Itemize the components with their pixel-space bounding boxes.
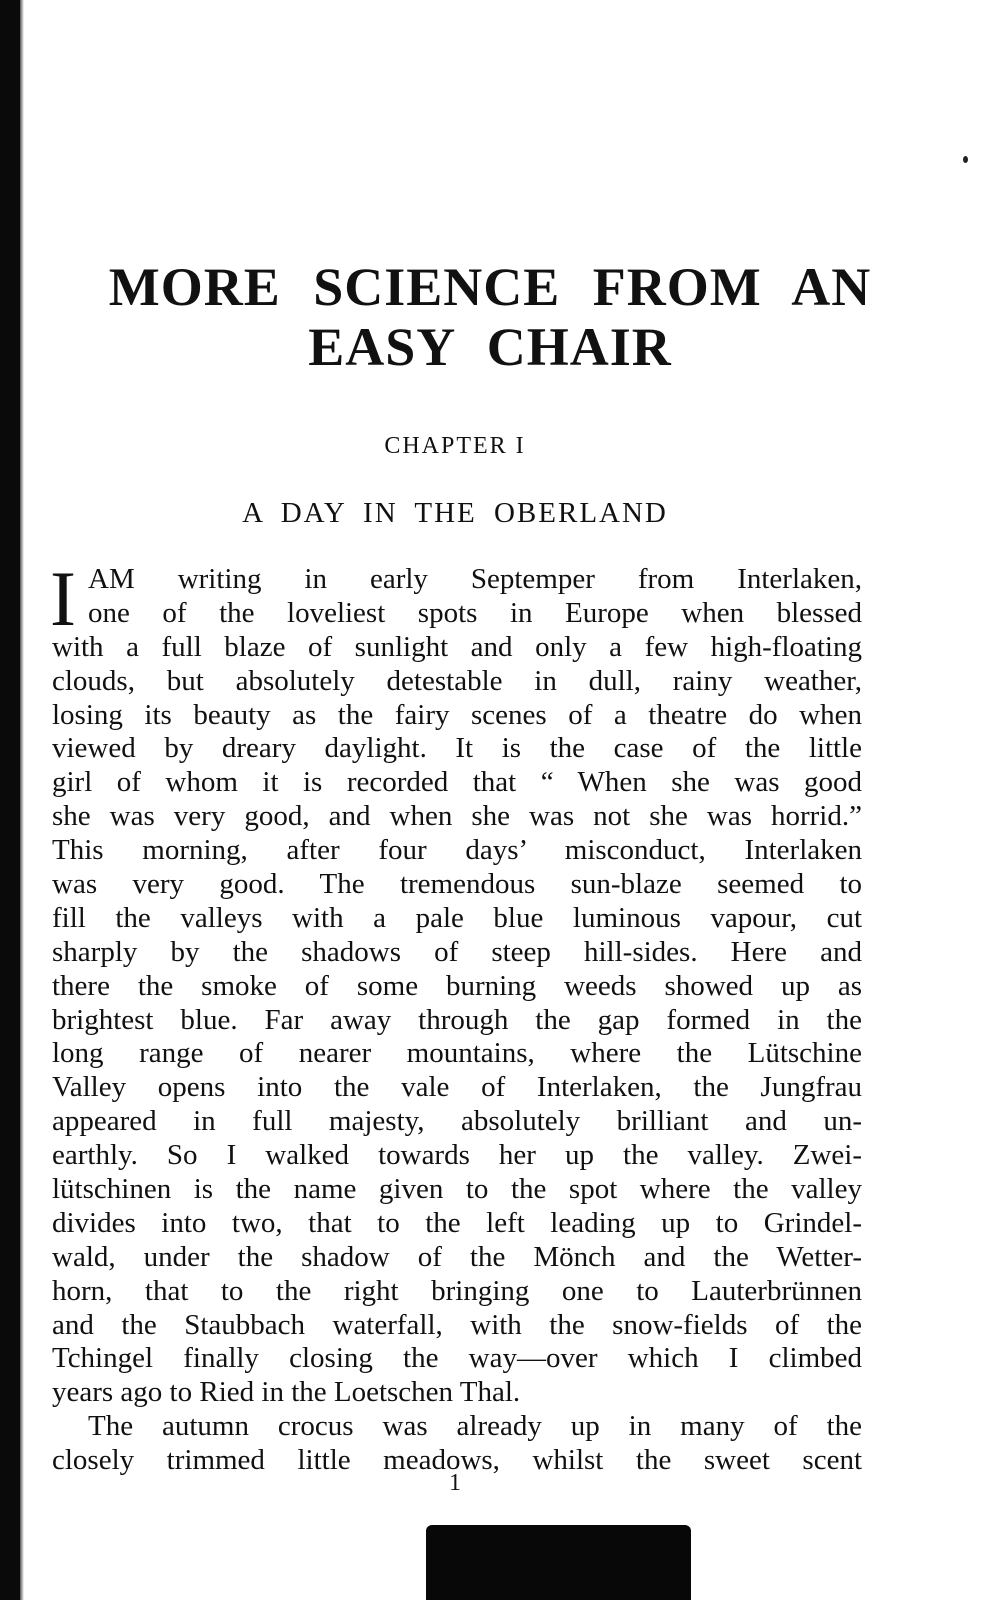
body-text [50,555,862,1478]
text-line: there the smoke of some burning weeds showed up as [52,969,862,1002]
text-line: losing its beauty as the fairy scenes of a theatre do when [52,698,862,731]
scan-binding-shadow [20,0,24,1600]
book-title-line-2: EASY CHAIR [308,317,672,377]
text-line: with a full blaze of sunlight and only a few high-floating [52,630,862,663]
text-line: one of the loveliest spots in Europe when blessed [88,596,862,629]
text-line: The autumn crocus was already up in many of the [88,1410,862,1443]
text-line: This morning, after four days’ misconduct, Interlaken [52,834,862,867]
text-line: viewed by dreary daylight. It is the case of the little [52,732,862,765]
text-line: clouds, but absolutely detestable in dull, rainy weather, [52,664,862,697]
drop-cap: I [50,555,76,642]
text-line: lütschinen is the name given to the spot where the valley [52,1173,862,1206]
chapter-number: CHAPTER I [384,433,526,459]
text-line: brightest blue. Far away through the gap formed in the [52,1003,862,1036]
text-line: years ago to Ried in the Loetschen Thal. [52,1376,521,1409]
scan-speck [963,156,968,163]
text-line: she was very good, and when she was not she was horrid.” [52,800,862,833]
page-number: 1 [449,1470,461,1496]
scan-artifact [426,1525,691,1600]
text-line: girl of whom it is recorded that “ When she was good [52,766,862,799]
text-line: earthly. So I walked towards her up the valley. Zwei- [52,1139,862,1172]
text-line: was very good. The tremendous sun-blaze seemed to [52,868,862,901]
chapter-title: A DAY IN THE OBERLAND [242,497,668,529]
text-line: AM writing in early Septemper from Interlaken, [88,563,862,595]
book-title-line-1: MORE SCIENCE FROM AN [108,257,872,317]
text-line: sharply by the shadows of steep hill-sides. Here and [52,935,862,968]
text-line: horn, that to the right bringing one to Lauterbrünnen [52,1274,862,1307]
text-line: fill the valleys with a pale blue luminous vapour, cut [52,901,862,934]
text-line: long range of nearer mountains, where the Lütschine [52,1037,862,1070]
text-line: divides into two, that to the left leading up to Grindel- [52,1206,862,1239]
text-line: closely trimmed little meadows, whilst the sweet scent [52,1444,862,1477]
scan-binding-edge [0,0,20,1600]
text-line: Valley opens into the vale of Interlaken, the Jungfrau [52,1071,862,1104]
text-line: wald, under the shadow of the Mönch and the Wetter- [52,1240,862,1273]
text-line: and the Staubbach waterfall, with the snow-fields of the [52,1308,862,1341]
text-line: appeared in full majesty, absolutely brilliant and un- [52,1105,862,1138]
text-line: Tchingel finally closing the way—over which I climbed [52,1342,862,1375]
